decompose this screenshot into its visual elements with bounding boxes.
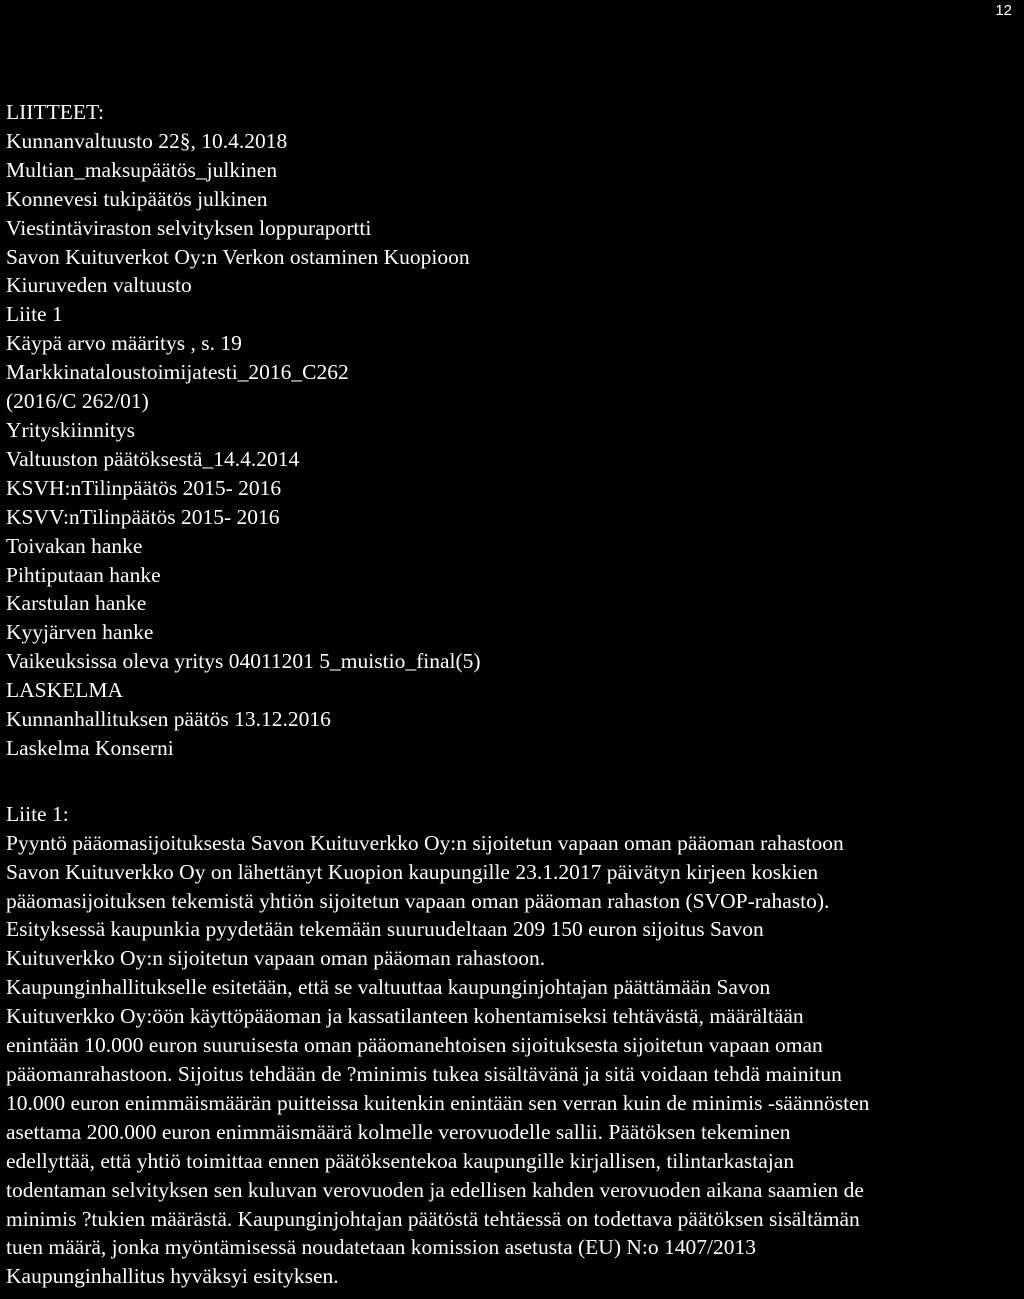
attachment-item: Konnevesi tukipäätös julkinen (6, 186, 268, 211)
paragraph-line: Esityksessä kaupunkia pyydetään tekemään suuruudeltaan 209 150 euron sijoitus Savon (6, 917, 764, 942)
attachment-item: (2016/C 262/01) (6, 389, 149, 414)
attachment-item: Kunnanvaltuusto 22§, 10.4.2018 (6, 128, 288, 153)
attachment-item: Toivakan hanke (6, 533, 143, 558)
attachment-item: Multian_maksupäätös_julkinen (6, 157, 278, 182)
paragraph-line: Pyyntö pääomasijoituksesta Savon Kuituverkko Oy:n sijoitetun vapaan oman pääoman rahastoon (6, 830, 844, 855)
attachment-item: Karstulan hanke (6, 591, 147, 616)
paragraph-line: pääomasijoituksen tekemistä yhtiön sijoitetun vapaan oman pääoman rahaston (SVOP-rahasto). (6, 888, 830, 913)
paragraph-line: minimis ?tukien määrästä. Kaupunginjohtajan päätöstä tehtäessä on todettava päätöksen sisältämän (6, 1206, 860, 1231)
liite1-heading: Liite 1: (6, 801, 69, 826)
paragraph-line: Savon Kuituverkko Oy on lähettänyt Kuopion kaupungille 23.1.2017 päivätyn kirjeen koskien (6, 859, 819, 884)
attachment-item: Kunnanhallituksen päätös 13.12.2016 (6, 707, 331, 732)
document-body (6, 98, 1024, 1291)
paragraph-line: enintään 10.000 euron suuruisesta oman pääomanehtoisen sijoituksesta sijoitetun vapaan oman (6, 1033, 823, 1058)
paragraph-line: edellyttää, että yhtiö toimittaa ennen päätöksentekoa kaupungille kirjallisen, tilintarkastajan (6, 1148, 795, 1173)
attachment-item: Valtuuston päätöksestä_14.4.2014 (6, 446, 300, 471)
page-number: 12 (995, 2, 1012, 19)
paragraph-line: Kaupunginhallitukselle esitetään, että se valtuuttaa kaupunginjohtajan päättämään Savon (6, 975, 771, 1000)
attachment-item: Savon Kuituverkot Oy:n Verkon ostaminen Kuopioon (6, 244, 470, 269)
paragraph-line: asettama 200.000 euron enimmäismäärä kolmelle verovuodelle sallii. Päätöksen tekeminen (6, 1119, 791, 1144)
attachment-item: Liite 1 (6, 302, 63, 327)
liite1-section (6, 800, 1024, 1291)
paragraph-line: todentaman selvityksen sen kuluvan verovuoden ja edellisen kahden verovuoden aikana saamien de (6, 1177, 864, 1202)
attachments-heading: LIITTEET: (6, 100, 105, 124)
attachment-item: Laskelma Konserni (6, 735, 174, 760)
attachment-item: Kiuruveden valtuusto (6, 273, 192, 298)
attachment-item: Markkinataloustoimijatesti_2016_C262 (6, 360, 349, 385)
liite1-paragraph (6, 829, 1024, 1292)
attachment-item: Käypä arvo määritys , s. 19 (6, 331, 242, 356)
paragraph-line: pääomanrahastoon. Sijoitus tehdään de ?minimis tukea sisältävänä ja sitä voidaan tehdä mainitun (6, 1062, 842, 1086)
paragraph-line: tuen määrä, jonka myöntämisessä noudatetaan komission asetusta (EU) N:o 1407/2013 (6, 1235, 756, 1260)
attachment-item: KSVH:nTilinpäätös 2015- 2016 (6, 475, 282, 500)
attachment-item: Pihtiputaan hanke (6, 562, 161, 587)
attachment-item: KSVV:nTilinpäätös 2015- 2016 (6, 504, 280, 529)
attachment-item: Kyyjärven hanke (6, 620, 154, 645)
attachments-list (6, 127, 1024, 763)
attachment-item: LASKELMA (6, 678, 124, 703)
paragraph-line: Kuituverkko Oy:n sijoitetun vapaan oman pääoman rahastoon. (6, 946, 546, 971)
attachment-item: Yrityskiinnitys (6, 417, 136, 442)
paragraph-line: 10.000 euron enimmäismäärän puitteissa kuitenkin enintään sen verran kuin de minimis -säännösten (6, 1090, 870, 1115)
attachment-item: Viestintäviraston selvityksen loppuraportti (6, 215, 372, 240)
paragraph-line: Kuituverkko Oy:öön käyttöpääoman ja kassatilanteen kohentamiseksi tehtävästä, määrältään (6, 1004, 804, 1029)
attachment-item: Vaikeuksissa oleva yritys 04011201 5_muistio_final(5) (6, 649, 481, 674)
paragraph-line: Kaupunginhallitus hyväksyi esityksen. (6, 1264, 339, 1289)
